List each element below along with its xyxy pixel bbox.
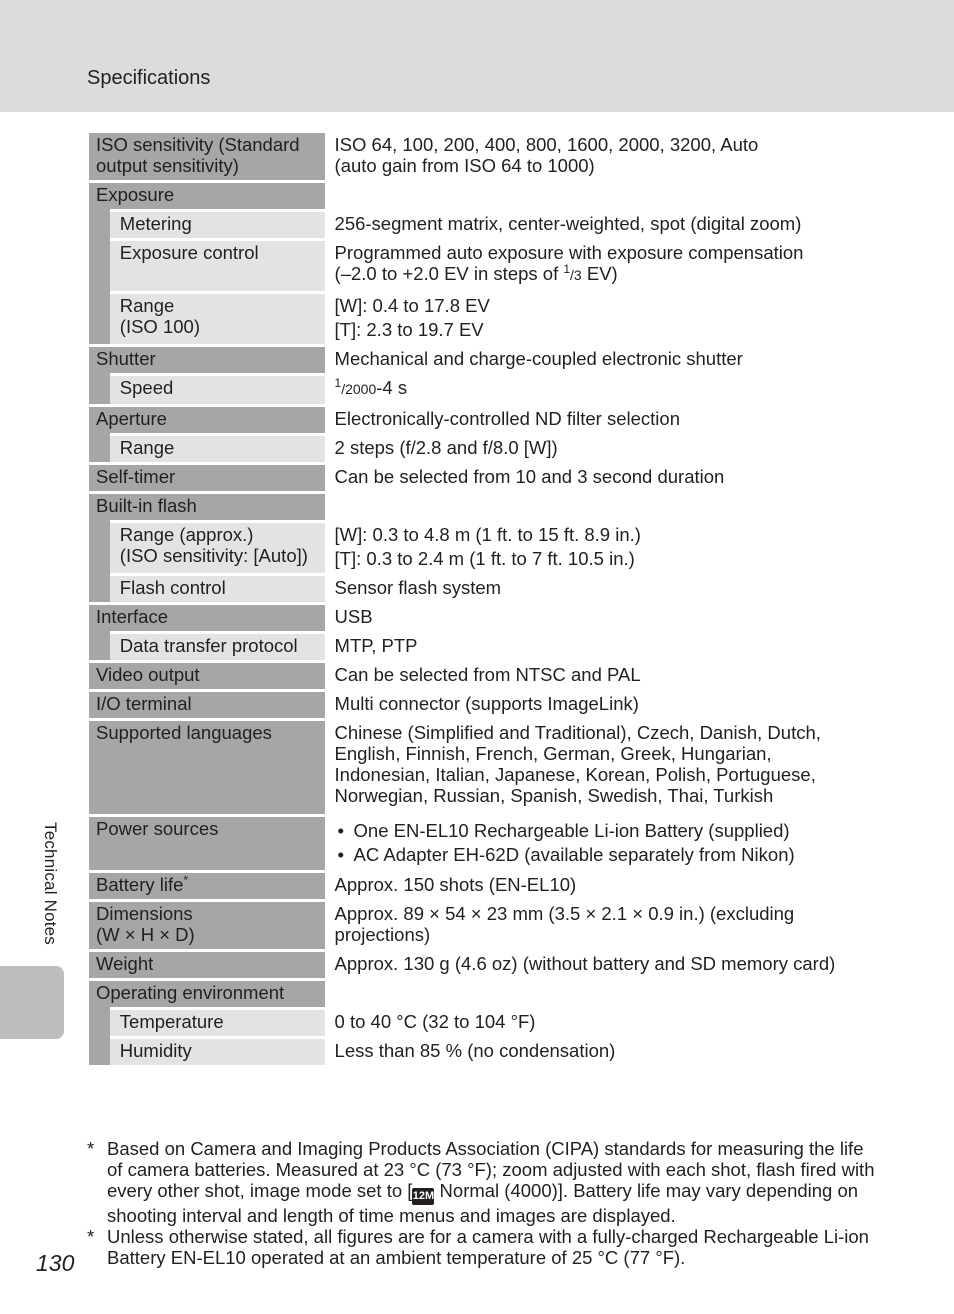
spec-label: Self-timer (89, 465, 325, 491)
spec-row-languages (89, 721, 869, 814)
spec-value: Sensor flash system (334, 577, 502, 598)
spec-value-line: [W]: 0.4 to 17.8 EV (334, 295, 490, 316)
spec-row-dimensions (89, 902, 869, 949)
spec-label: Power sources (89, 817, 325, 870)
spec-value: Approx. 130 g (4.6 oz) (without battery and SD memory card) (334, 953, 836, 974)
list-item: • One EN-EL10 Rechargeable Li-ion Battery (supplied) (335, 820, 869, 841)
spec-label: Exposure (89, 183, 325, 209)
spec-row-exposure (89, 183, 869, 209)
spec-sublabel: Range (approx.) (ISO sensitivity: [Auto]) (110, 523, 325, 573)
spec-value-line: (auto gain from ISO 64 to 1000) (334, 155, 595, 176)
spec-row-aperture (89, 407, 869, 433)
spec-row-range (89, 294, 869, 344)
spec-row-metering (89, 212, 869, 238)
spec-sublabel: Range (110, 436, 325, 462)
spec-row-flash (89, 494, 869, 520)
spec-value (325, 523, 869, 573)
spec-value (325, 241, 869, 291)
spec-value: Can be selected from NTSC and PAL (334, 664, 641, 685)
spec-row-temperature (89, 1010, 869, 1036)
spec-value: Approx. 150 shots (EN-EL10) (334, 874, 577, 895)
spec-sublabel: Humidity (110, 1039, 325, 1065)
spec-row-interface (89, 605, 869, 631)
spec-value (325, 294, 869, 344)
section-tab (0, 966, 64, 1039)
spec-value: Less than 85 % (no condensation) (334, 1040, 616, 1061)
spec-row-battery (89, 873, 869, 899)
spec-row-aperture-range (89, 436, 869, 462)
spec-table (89, 133, 869, 1065)
spec-sublabel: Exposure control (110, 241, 325, 291)
spec-value: Can be selected from 10 and 3 second duration (334, 466, 725, 487)
spec-value-line: [T]: 2.3 to 19.7 EV (334, 319, 484, 340)
spec-row-shutter (89, 347, 869, 373)
spec-label: Shutter (89, 347, 325, 373)
group-bar (89, 212, 110, 238)
image-mode-icon: 12M (412, 1188, 434, 1205)
spec-row-humidity (89, 1039, 869, 1065)
spec-label: Supported languages (89, 721, 325, 814)
spec-value: 256-segment matrix, center-weighted, spot (digital zoom) (334, 213, 802, 234)
spec-value-line: (–2.0 to +2.0 EV in steps of $^1$/3 EV) (334, 262, 618, 284)
spec-row-io (89, 692, 869, 718)
spec-sublabel: Temperature (110, 1010, 325, 1036)
footnote: * Based on Camera and Imaging Products Association (CIPA) standards for measuring the life of camera batteries. Measured at 23 °C (73 °F); zoom adjusted with each shot, flash fired with every other shot, image mode set to [12M Normal (4000)]. Battery life may vary depending on shooting interval and length of time menus and images are displayed. (87, 1138, 875, 1226)
spec-label: ISO sensitivity (Standard output sensitivity) (89, 133, 325, 180)
section-label: Technical Notes (41, 822, 60, 946)
spec-value: MTP, PTP (334, 635, 418, 656)
list-item: • AC Adapter EH-62D (available separately from Nikon) (335, 844, 869, 865)
spec-label: Built-in flash (89, 494, 325, 520)
spec-sublabel: Speed (110, 376, 325, 404)
spec-label: Aperture (89, 407, 325, 433)
spec-row-power (89, 817, 869, 870)
power-list (335, 820, 869, 865)
spec-value: 2 steps (f/2.8 and f/8.0 [W]) (334, 437, 558, 458)
header-band (0, 0, 954, 112)
spec-label: I/O terminal (89, 692, 325, 718)
spec-label: Interface (89, 605, 325, 631)
spec-value: 0 to 40 °C (32 to 104 °F) (334, 1011, 536, 1032)
spec-value: Chinese (Simplified and Traditional), Czech, Danish, Dutch, English, Finnish, French, German, Greek, Hungarian, Indonesian, Italian, Japanese, Korean, Polish, Portuguese, Norwegian, Russian, Spanish, Swedish, Thai, Turkish (334, 722, 821, 806)
spec-sublabel: Data transfer protocol (110, 634, 325, 660)
spec-value: Approx. 89 × 54 × 23 mm (3.5 × 2.1 × 0.9 in.) (excluding projections) (334, 903, 795, 945)
spec-label: Video output (89, 663, 325, 689)
spec-value (325, 817, 869, 870)
spec-row-speed (89, 376, 869, 404)
page-title: Specifications (87, 67, 211, 89)
spec-sublabel: Metering (110, 212, 325, 238)
spec-value: Electronically-controlled ND filter selection (334, 408, 680, 429)
spec-row-weight (89, 952, 869, 978)
spec-row-operating (89, 981, 869, 1007)
footnote-mark: * (87, 1138, 95, 1159)
footnote-mark: * (87, 1226, 95, 1247)
spec-row-iso (89, 133, 869, 180)
spec-value-line: [T]: 0.3 to 2.4 m (1 ft. to 7 ft. 10.5 in.) (334, 548, 635, 569)
spec-row-exposure-control (89, 241, 869, 291)
spec-row-flash-range (89, 523, 869, 573)
spec-value-line: ISO 64, 100, 200, 400, 800, 1600, 2000, 3200, Auto (334, 134, 759, 155)
spec-sublabel: Flash control (110, 576, 325, 602)
spec-row-self-timer (89, 465, 869, 491)
spec-row-flash-control (89, 576, 869, 602)
spec-value: $^1$/2000-4 s (334, 376, 408, 398)
spec-value-line: [W]: 0.3 to 4.8 m (1 ft. to 15 ft. 8.9 in.) (334, 524, 641, 545)
spec-row-data-transfer (89, 634, 869, 660)
spec-label: Battery life* (89, 873, 325, 899)
spec-label: Dimensions (W × H × D) (89, 902, 325, 949)
spec-value: USB (334, 606, 373, 627)
spec-value-line: Programmed auto exposure with exposure compensation (334, 242, 804, 263)
footnotes (87, 1138, 877, 1268)
spec-label: Operating environment (89, 981, 325, 1007)
spec-sublabel: Range (ISO 100) (110, 294, 325, 344)
spec-label: Weight (89, 952, 325, 978)
page-number: 130 (36, 1250, 75, 1276)
spec-row-video (89, 663, 869, 689)
spec-value: Mechanical and charge-coupled electronic shutter (334, 348, 743, 369)
spec-value (325, 133, 869, 180)
spec-value: Multi connector (supports ImageLink) (334, 693, 639, 714)
footnote: * Unless otherwise stated, all figures are for a camera with a fully-charged Rechargeable Li-ion Battery EN-EL10 operated at an ambient temperature of 25 °C (77 °F). (87, 1226, 869, 1268)
